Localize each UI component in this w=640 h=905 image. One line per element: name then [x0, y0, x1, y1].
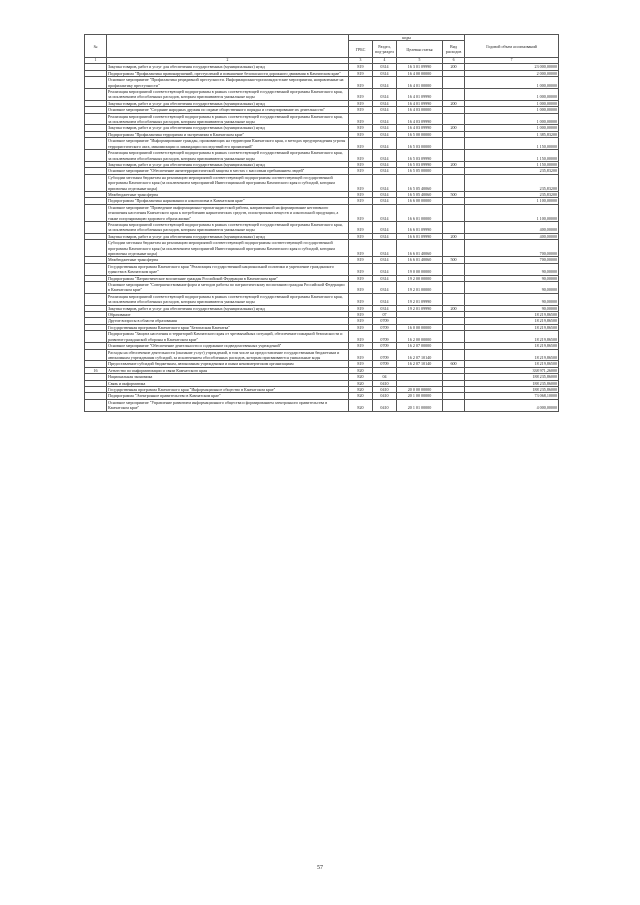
- row-razdel: 0314: [373, 161, 397, 167]
- header-total: Годовой объем ассигнований: [465, 35, 559, 58]
- row-name: Закупка товаров, работ и услуг для обеспечения государственных (муниципальных) нужд: [107, 125, 349, 131]
- row-grbs: 819: [349, 198, 373, 204]
- column-index: 2: [107, 58, 349, 64]
- row-razdel: 0709: [373, 318, 397, 324]
- row-expense-type: [443, 293, 465, 305]
- row-razdel: 0314: [373, 70, 397, 76]
- row-razdel: 0314: [373, 198, 397, 204]
- row-amount: 90,00000: [465, 282, 559, 294]
- row-target-article: 16 5 05 40060: [397, 191, 443, 197]
- row-name: Закупка товаров, работ и услуг для обеспечения государственных (муниципальных) нужд: [107, 100, 349, 106]
- row-grbs: 819: [349, 263, 373, 275]
- row-name: Межбюджетные трансферты: [107, 191, 349, 197]
- row-target-article: 16 6 01 09990: [397, 233, 443, 239]
- row-number: [85, 240, 107, 257]
- row-target-article: 19 2 01 09990: [397, 305, 443, 311]
- row-expense-type: 600: [443, 361, 465, 367]
- row-target-article: 16 6 01 40060: [397, 240, 443, 257]
- row-razdel: 0314: [373, 240, 397, 257]
- row-name: Субсидии местным бюджетам на реализацию мероприятий соответствующей подпрограммы соответствующей государственной программы Камчатского края (за исключением мероприятий Инвестиционной программы Камчатского края и субсидий, которым присвоены отдельные коды): [107, 174, 349, 191]
- row-grbs: 819: [349, 100, 373, 106]
- row-name: Закупка товаров, работ и услуг для обеспечения государственных (муниципальных) нужд: [107, 64, 349, 70]
- budget-table-sheet: [84, 34, 558, 412]
- row-name: Субсидии местным бюджетам на реализацию мероприятий соответствующей подпрограммы соответствующей государственной программы Камчатского края (за исключением мероприятий Инвестиционной программы Камчатского края и субсидий, которым присвоены отдельные коды): [107, 240, 349, 257]
- row-amount: 23 000,00000: [465, 64, 559, 70]
- row-number: [85, 77, 107, 89]
- row-grbs: 819: [349, 361, 373, 367]
- row-name: Реализация мероприятий соответствующей подпрограммы в рамках соответствующей государственной программы Камчатского края, за исключением обособленных расходов, которым присваиваются уникальные коды: [107, 89, 349, 101]
- row-expense-type: 200: [443, 305, 465, 311]
- row-expense-type: [443, 240, 465, 257]
- row-razdel: 0314: [373, 257, 397, 263]
- table-row: [85, 263, 559, 275]
- row-target-article: 16 4 01 09990: [397, 100, 443, 106]
- row-target-article: 16 2 07 10140: [397, 349, 443, 361]
- table-row: [85, 293, 559, 305]
- page-number: 57: [317, 865, 323, 871]
- table-row: [85, 349, 559, 361]
- row-name: Закупка товаров, работ и услуг для обеспечения государственных (муниципальных) нужд: [107, 161, 349, 167]
- table-row: [85, 150, 559, 162]
- row-amount: 1 150,00000: [465, 161, 559, 167]
- row-amount: 90,00000: [465, 305, 559, 311]
- row-razdel: 0314: [373, 191, 397, 197]
- row-grbs: 820: [349, 367, 373, 373]
- row-grbs: 819: [349, 89, 373, 101]
- row-grbs: 819: [349, 257, 373, 263]
- row-grbs: 820: [349, 374, 373, 380]
- table-row: [85, 221, 559, 233]
- row-amount: 73 068,10000: [465, 393, 559, 399]
- row-amount: 188 235,86000: [465, 380, 559, 386]
- row-amount: 235,83200: [465, 168, 559, 174]
- row-name: Подпрограмма "Профилактика правонарушений, преступлений и повышение безопасности дорожного движения в Камчатском крае": [107, 70, 349, 76]
- row-amount: 18 219,86500: [465, 331, 559, 343]
- row-target-article: 16 0 00 00000: [397, 324, 443, 330]
- row-grbs: 819: [349, 240, 373, 257]
- header-codes: коды: [349, 35, 465, 41]
- row-grbs: 819: [349, 113, 373, 125]
- row-number: [85, 293, 107, 305]
- row-expense-type: 200: [443, 233, 465, 239]
- column-index: 6: [443, 58, 465, 64]
- row-name: Основное мероприятие "Управление развитием информационного общества и формированием электронного правительства в Камчатском крае": [107, 399, 349, 411]
- row-amount: 18 219,86500: [465, 312, 559, 318]
- row-grbs: 819: [349, 343, 373, 349]
- row-amount: 1 000,00000: [465, 125, 559, 131]
- row-number: [85, 282, 107, 294]
- row-razdel: 0709: [373, 349, 397, 361]
- header-razdel: Раздел, под-раздел: [373, 41, 397, 58]
- row-name: Подпрограмма "Патриотическое воспитание граждан Российской Федерации в Камчатском крае": [107, 275, 349, 281]
- row-razdel: 0314: [373, 204, 397, 221]
- row-number: [85, 349, 107, 361]
- row-amount: 400,00000: [465, 233, 559, 239]
- row-grbs: 819: [349, 138, 373, 150]
- row-razdel: 0410: [373, 386, 397, 392]
- row-number: [85, 204, 107, 221]
- row-grbs: 819: [349, 233, 373, 239]
- row-expense-type: [443, 138, 465, 150]
- row-name: Расходы на обеспечение деятельности (оказание услуг) учреждений, в том числе на предоставление государственным бюджетным и автономным учреждениям субсидий, за исключением обособленных расходов, которым присваиваются уникальные коды: [107, 349, 349, 361]
- row-amount: 1 000,00000: [465, 89, 559, 101]
- row-razdel: 0709: [373, 331, 397, 343]
- row-name: Реализация мероприятий соответствующей подпрограммы в рамках соответствующей государственной программы Камчатского края, за исключением обособленных расходов, которым присваиваются уникальные коды: [107, 293, 349, 305]
- header-number: №: [85, 35, 107, 58]
- row-amount: 18 219,86500: [465, 349, 559, 361]
- row-grbs: 819: [349, 318, 373, 324]
- row-name: Межбюджетные трансферты: [107, 257, 349, 263]
- row-amount: 18 219,86500: [465, 361, 559, 367]
- row-amount: 90,00000: [465, 263, 559, 275]
- row-amount: 4 000,00000: [465, 399, 559, 411]
- row-target-article: 16 3 01 09990: [397, 64, 443, 70]
- row-expense-type: 500: [443, 257, 465, 263]
- row-amount: 90,00000: [465, 293, 559, 305]
- row-target-article: 20 1 01 00000: [397, 399, 443, 411]
- table-row: [85, 138, 559, 150]
- row-name: Подпрограмма "Профилактика терроризма и экстремизма в Камчатском крае": [107, 131, 349, 137]
- table-body: [85, 64, 559, 411]
- row-expense-type: [443, 204, 465, 221]
- row-name: Образование: [107, 312, 349, 318]
- row-name: Основное мероприятие "Обеспечение антитеррористической защиты в местах с массовым пребыванием людей": [107, 168, 349, 174]
- row-razdel: 0314: [373, 305, 397, 311]
- row-grbs: 819: [349, 305, 373, 311]
- row-grbs: 819: [349, 324, 373, 330]
- row-amount: 700,00000: [465, 257, 559, 263]
- row-grbs: 819: [349, 293, 373, 305]
- row-amount: 1 000,00000: [465, 100, 559, 106]
- row-razdel: 07: [373, 312, 397, 318]
- row-name: Агентство по информатизации и связи Камчатского края: [107, 367, 349, 373]
- row-number: [85, 399, 107, 411]
- row-grbs: 819: [349, 77, 373, 89]
- row-grbs: 819: [349, 349, 373, 361]
- header-csr: Целевая статья: [397, 41, 443, 58]
- row-expense-type: 500: [443, 191, 465, 197]
- row-expense-type: [443, 282, 465, 294]
- row-number: 16: [85, 367, 107, 373]
- row-name: Основное мероприятие "Проведение информационно-пропагандистской работы, направленной на формирование негативного отношения населения Камчатского края к потреблению наркотических средств, психотропных веществ и алкогольной продукции, а также популяризацию здорового образа жизни": [107, 204, 349, 221]
- row-grbs: 819: [349, 125, 373, 131]
- row-target-article: 16 4 03 09990: [397, 125, 443, 131]
- row-razdel: 0314: [373, 275, 397, 281]
- row-amount: 18 219,86500: [465, 318, 559, 324]
- row-razdel: 0314: [373, 263, 397, 275]
- row-razdel: 0314: [373, 293, 397, 305]
- table-row: [85, 174, 559, 191]
- row-target-article: 16 2 07 10140: [397, 361, 443, 367]
- row-number: [85, 138, 107, 150]
- row-amount: 1 100,00000: [465, 204, 559, 221]
- row-expense-type: [443, 77, 465, 89]
- row-name: Основное мероприятие "Профилактика рецидивной преступности. Информационно-пропагандистские мероприятия, направленные на профилактику преступности": [107, 77, 349, 89]
- row-name: Закупка товаров, работ и услуг для обеспечения государственных (муниципальных) нужд: [107, 305, 349, 311]
- row-target-article: 16 4 01 09990: [397, 89, 443, 101]
- row-razdel: 0410: [373, 399, 397, 411]
- table-row: [85, 204, 559, 221]
- row-name: Подпрограмма "Электронное правительство в Камчатском крае": [107, 393, 349, 399]
- row-amount: 90,00000: [465, 275, 559, 281]
- header-row-1: [85, 35, 559, 41]
- row-number: [85, 174, 107, 191]
- row-razdel: 0709: [373, 324, 397, 330]
- table-row: [85, 89, 559, 101]
- row-grbs: 819: [349, 131, 373, 137]
- row-target-article: 20 0 00 00000: [397, 386, 443, 392]
- row-number: [85, 89, 107, 101]
- row-target-article: 16 2 07 00000: [397, 343, 443, 349]
- row-target-article: 16 5 05 00000: [397, 168, 443, 174]
- row-grbs: 819: [349, 204, 373, 221]
- row-razdel: 04: [373, 374, 397, 380]
- row-razdel: 0314: [373, 174, 397, 191]
- row-target-article: 16 5 03 09990: [397, 150, 443, 162]
- row-expense-type: 200: [443, 64, 465, 70]
- row-name: Связь и информатика: [107, 380, 349, 386]
- table-row: [85, 282, 559, 294]
- row-name: Основное мероприятие "Совершенствование форм и методов работы по патриотическому воспитанию граждан Российской Федерации в Камчатском крае": [107, 282, 349, 294]
- row-amount: 1 000,00000: [465, 77, 559, 89]
- row-target-article: 16 4 03 00000: [397, 107, 443, 113]
- row-name: Реализация мероприятий соответствующей подпрограммы в рамках соответствующей государственной программы Камчатского края, за исключением обособленных расходов, которым присваиваются уникальные коды: [107, 221, 349, 233]
- row-amount: 338 971,26000: [465, 367, 559, 373]
- row-amount: 235,83200: [465, 191, 559, 197]
- row-target-article: 19 2 01 09990: [397, 293, 443, 305]
- row-target-article: 19 2 00 00000: [397, 275, 443, 281]
- row-name: Основное мероприятие "Обеспечение деятельности и содержание подведомственных учреждений": [107, 343, 349, 349]
- row-razdel: 0314: [373, 125, 397, 131]
- row-number: [85, 150, 107, 162]
- row-razdel: 0314: [373, 107, 397, 113]
- row-name: Основное мероприятие "Информирование граждан, проживающих на территории Камчатского края, о методах предупреждения угрозы террористического акта, минимизации и ликвидации последствий его проявлений": [107, 138, 349, 150]
- row-expense-type: 200: [443, 125, 465, 131]
- row-grbs: 819: [349, 70, 373, 76]
- row-razdel: 0314: [373, 138, 397, 150]
- row-razdel: 0709: [373, 361, 397, 367]
- row-grbs: 819: [349, 191, 373, 197]
- row-name: Подпрограмма "Защита населения и территорий Камчатского края от чрезвычайных ситуаций, обеспечение пожарной безопасности и развитие гражданской обороны в Камчатском крае": [107, 331, 349, 343]
- row-razdel: 0314: [373, 89, 397, 101]
- row-razdel: 0314: [373, 221, 397, 233]
- row-amount: 188 235,86000: [465, 374, 559, 380]
- row-target-article: 20 1 00 00000: [397, 393, 443, 399]
- header-grbs: ГРБС: [349, 41, 373, 58]
- table-row: [85, 399, 559, 411]
- row-razdel: 0314: [373, 131, 397, 137]
- column-index: 5: [397, 58, 443, 64]
- row-target-article: 19 0 00 00000: [397, 263, 443, 275]
- row-amount: 18 219,86500: [465, 324, 559, 330]
- row-target-article: 16 5 03 09990: [397, 161, 443, 167]
- row-grbs: 819: [349, 107, 373, 113]
- table-row: [85, 240, 559, 257]
- row-razdel: 0314: [373, 64, 397, 70]
- row-name: Основное мероприятие "Создание народных дружин по охране общественного порядка и стимулирование их деятельности": [107, 107, 349, 113]
- row-amount: 235,83200: [465, 174, 559, 191]
- row-name: Другие вопросы в области образования: [107, 318, 349, 324]
- row-expense-type: [443, 263, 465, 275]
- row-grbs: 820: [349, 393, 373, 399]
- row-target-article: 16 2 00 00000: [397, 331, 443, 343]
- row-number: [85, 331, 107, 343]
- row-target-article: 16 4 00 00000: [397, 70, 443, 76]
- column-index: 7: [465, 58, 559, 64]
- row-name: Реализация мероприятий соответствующей подпрограммы в рамках соответствующей государственной программы Камчатского края, за исключением обособленных расходов, которым присваиваются уникальные коды: [107, 150, 349, 162]
- row-number: [85, 263, 107, 275]
- row-amount: 1 000,00000: [465, 113, 559, 125]
- row-number: [85, 221, 107, 233]
- row-expense-type: [443, 221, 465, 233]
- row-razdel: 0410: [373, 380, 397, 386]
- row-razdel: 0314: [373, 282, 397, 294]
- row-name: Подпрограмма "Профилактика наркомании и алкоголизма в Камчатском крае": [107, 198, 349, 204]
- row-amount: 1 150,00000: [465, 138, 559, 150]
- row-amount: 700,00000: [465, 240, 559, 257]
- row-razdel: 0314: [373, 233, 397, 239]
- row-name: Закупка товаров, работ и услуг для обеспечения государственных (муниципальных) нужд: [107, 233, 349, 239]
- budget-table: [84, 34, 559, 412]
- row-expense-type: [443, 89, 465, 101]
- row-grbs: 819: [349, 161, 373, 167]
- row-grbs: 819: [349, 331, 373, 343]
- row-expense-type: [443, 150, 465, 162]
- row-razdel: 0314: [373, 100, 397, 106]
- row-razdel: 0314: [373, 113, 397, 125]
- row-target-article: 16 6 00 00000: [397, 198, 443, 204]
- row-expense-type: [443, 174, 465, 191]
- row-grbs: 819: [349, 312, 373, 318]
- row-name: Государственная программа Камчатского края "Реализация государственной национальной политики и укрепление гражданского единства в Камчатском крае": [107, 263, 349, 275]
- row-expense-type: [443, 399, 465, 411]
- table-row: [85, 113, 559, 125]
- column-index: 1: [85, 58, 107, 64]
- row-razdel: 0314: [373, 150, 397, 162]
- row-name: Предоставление субсидий бюджетным, автономным учреждениям и иным некоммерческим организациям: [107, 361, 349, 367]
- row-grbs: 819: [349, 64, 373, 70]
- row-grbs: 819: [349, 282, 373, 294]
- row-target-article: 16 6 01 00000: [397, 204, 443, 221]
- row-expense-type: 200: [443, 100, 465, 106]
- row-amount: 2 000,00000: [465, 70, 559, 76]
- row-name: Государственная программа Камчатского края "Информационное общество в Камчатском крае": [107, 386, 349, 392]
- row-name: Реализация мероприятий соответствующей подпрограммы в рамках соответствующей государственной программы Камчатского края, за исключением обособленных расходов, которым присваиваются уникальные коды: [107, 113, 349, 125]
- row-name: Государственная программа Камчатского края "Безопасная Камчатка": [107, 324, 349, 330]
- header-vr: Вид расходов: [443, 41, 465, 58]
- row-amount: 1 385,83200: [465, 131, 559, 137]
- row-amount: 1 150,00000: [465, 150, 559, 162]
- row-grbs: 819: [349, 150, 373, 162]
- column-index: 4: [373, 58, 397, 64]
- row-amount: 188 235,86000: [465, 386, 559, 392]
- row-target-article: 16 5 00 00000: [397, 131, 443, 137]
- row-expense-type: 200: [443, 161, 465, 167]
- row-grbs: 820: [349, 399, 373, 411]
- header-name: [107, 35, 349, 58]
- row-grbs: 819: [349, 174, 373, 191]
- table-row: [85, 331, 559, 343]
- row-target-article: 16 4 03 09990: [397, 113, 443, 125]
- row-grbs: 819: [349, 275, 373, 281]
- row-razdel: 0314: [373, 168, 397, 174]
- row-razdel: 0709: [373, 343, 397, 349]
- row-expense-type: [443, 113, 465, 125]
- row-grbs: 820: [349, 380, 373, 386]
- row-name: Национальная экономика: [107, 374, 349, 380]
- row-target-article: 16 5 03 00000: [397, 138, 443, 150]
- table-row: [85, 77, 559, 89]
- row-number: [85, 113, 107, 125]
- row-expense-type: [443, 349, 465, 361]
- row-target-article: 16 5 05 40060: [397, 174, 443, 191]
- row-amount: 18 219,86500: [465, 343, 559, 349]
- row-grbs: 819: [349, 168, 373, 174]
- row-grbs: 819: [349, 221, 373, 233]
- row-grbs: 820: [349, 386, 373, 392]
- row-amount: 1 100,00000: [465, 198, 559, 204]
- row-amount: 400,00000: [465, 221, 559, 233]
- row-razdel: 0410: [373, 393, 397, 399]
- row-target-article: 19 2 01 00000: [397, 282, 443, 294]
- row-target-article: 16 4 01 00000: [397, 77, 443, 89]
- column-index: 3: [349, 58, 373, 64]
- row-razdel: 0314: [373, 77, 397, 89]
- row-target-article: 16 6 01 09990: [397, 221, 443, 233]
- row-expense-type: [443, 331, 465, 343]
- row-target-article: 16 6 01 40060: [397, 257, 443, 263]
- row-amount: 1 000,00000: [465, 107, 559, 113]
